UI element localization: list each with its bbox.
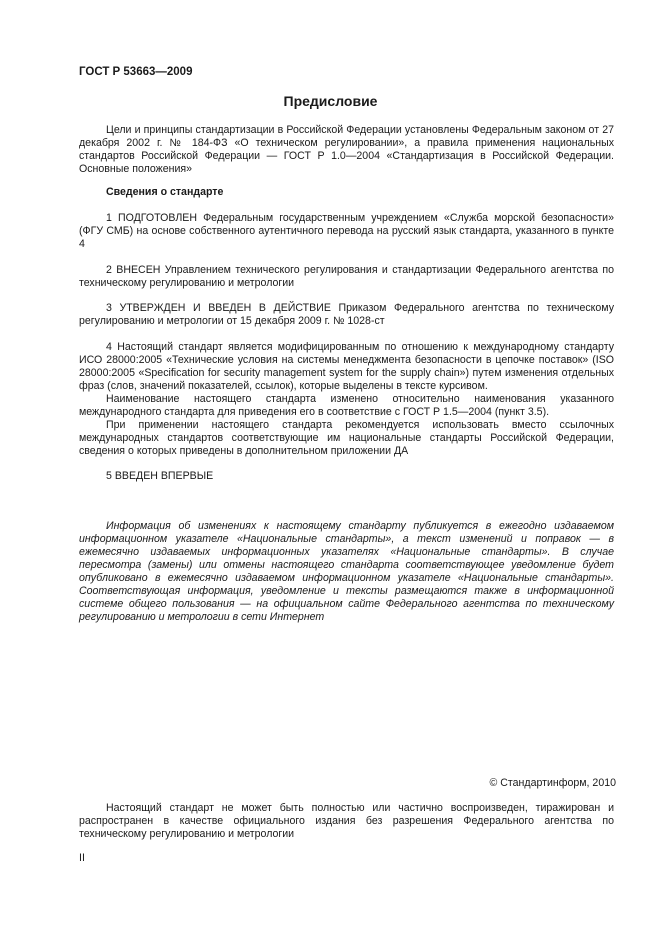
item-1: 1 ПОДГОТОВЛЕН Федеральным государственным учреждением «Служба морской безопасности» (ФГУ СМБ) на основе собственного аутентичного перевода на русский язык стандарта, указанного в пункте 4 xyxy=(79,212,614,250)
item-5: 5 ВВЕДЕН ВПЕРВЫЕ xyxy=(106,470,214,482)
page-number: II xyxy=(79,852,85,864)
item-4-text: 4 Настоящий стандарт является модифицированным по отношению к международному стандарту ИСО 28000:2005 «Технические условия на системы менеджмента безопасности в цепочке поставок» (ISO 28000:2005 «Specification for security management system for the supply chain») путем изменения отдельных фраз (слов, значений показателей, ссылок), которые выделены в тексте курсивом. xyxy=(79,341,614,392)
item-4-name-note: Наименование настоящего стандарта изменено относительно наименования указанного международного стандарта для приведения его в соответствие с ГОСТ Р 1.5—2004 (пункт 3.5). xyxy=(79,393,614,418)
changes-notice: Информация об изменениях к настоящему стандарту публикуется в ежегодно издаваемом информационном указателе «Национальные стандарты», а текст изменений и поправок — в ежемесячно издаваемых информационных указателях «Национальные стандарты». В случае пересмотра (замены) или отмены настоящего стандарта соответствующее уведомление будет опубликовано в ежемесячно издаваемом информационном указателе «Национальные стандарты». Соответствующая информация, уведомление и тексты размещаются также в информационной системе общего пользования — на официальном сайте Федерального агентства по техническому регулированию и метрологии в сети Интернет xyxy=(79,520,614,623)
copyright: © Стандартинформ, 2010 xyxy=(489,777,616,789)
document-header: ГОСТ Р 53663—2009 xyxy=(79,66,193,78)
info-heading: Сведения о стандарте xyxy=(106,186,224,198)
item-2: 2 ВНЕСЕН Управлением технического регулирования и стандартизации Федерального агентства по техническому регулированию и метрологии xyxy=(79,264,614,289)
page-title: Предисловие xyxy=(283,93,378,109)
intro-text: Цели и принципы стандартизации в Российской Федерации установлены Федеральным законом от 27 декабря 2002 г. № 184-ФЗ «О техническом регулировании», а правила применения национальных стандартов Российской Федерации — ГОСТ Р 1.0—2004 «Стандартизация в Российской Федерации. Основные положения» xyxy=(79,124,614,175)
item-4 xyxy=(79,341,614,458)
reproduction-notice: Настоящий стандарт не может быть полностью или частично воспроизведен, тиражирован и распространен в качестве официального издания без разрешения Федерального агентства по техническому регулированию и метрологии xyxy=(79,802,614,840)
item-3: 3 УТВЕРЖДЕН И ВВЕДЕН В ДЕЙСТВИЕ Приказом Федерального агентства по техническому регулированию и метрологии от 15 декабря 2009 г. № 1028-ст xyxy=(79,302,614,327)
item-4-references-note: При применении настоящего стандарта рекомендуется использовать вместо ссылочных международных стандартов соответствующие им национальные стандарты Российской Федерации, сведения о которых приведены в дополнительном приложении ДА xyxy=(79,419,614,457)
intro-paragraph xyxy=(79,124,614,176)
